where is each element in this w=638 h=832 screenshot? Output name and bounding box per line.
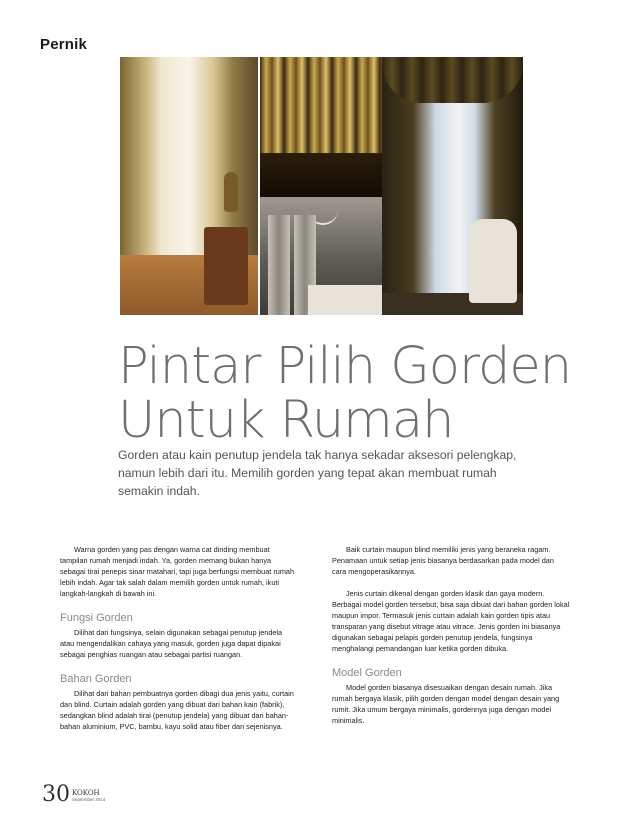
text-column-left: [60, 544, 298, 732]
issue-date: September 2014: [72, 797, 106, 802]
vase: [224, 172, 238, 212]
jenis-paragraph-2: Jenis curtain dikenal dengan gorden klasik dan gaya modern. Berbagai model gorden tersebut, bisa saja dibuat dari bahan gorden lokal maupun impor. Termasuk jenis curtain adalah kain gorden tipis atau transparan yang disebut vitrage atau vitrace. Jenis gorden ini biasanya digunakan sebagai pelapis gorden penutup jendela, fungsinya menghalangi pemandangan luar ketika gorden dibuka.: [332, 589, 570, 653]
photo-gold-swag-curtain: [260, 57, 382, 197]
photo-living-room-curtains: [382, 57, 523, 315]
text-column-right: [332, 544, 570, 726]
bahan-paragraph: Dilihat dari bahan pembuatnya gorden dibagi dua jenis yaitu, curtain dan blind. Curtain adalah gorden yang dibuat dari bahan kain (fabrik), sedangkan blind adalah tirai (penutup jendela) yang dibuat dari bahan-bahan aluminium, PVC, bambu, kayu solid atau fiber dan sejenisnya.: [60, 689, 294, 731]
page-number: 30: [42, 782, 70, 807]
curtain-photo-collage: [120, 57, 523, 315]
section-label: Pernik: [40, 36, 88, 53]
armchair: [469, 219, 517, 303]
bed: [308, 285, 382, 315]
magazine-name: KOKOH: [72, 789, 100, 797]
heading-bahan-gorden: Bahan Gorden: [60, 673, 132, 685]
heading-fungsi-gorden: Fungsi Gorden: [60, 612, 133, 624]
dining-chair: [204, 227, 248, 305]
photo-bedroom-curtains: [260, 197, 382, 315]
intro-paragraph: Warna gorden yang pas dengan warna cat dinding membuat tampilan rumah menjadi indah. Ya, gorden memang bukan hanya sebagai tirai penepis sinar matahari, tapi juga berfungsi membuat rumah lebih indah. Agar tak salah dalam memilih gorden untuk rumah, ikuti langkah-langkah di bawah ini.: [60, 545, 295, 598]
article-lead: Gorden atau kain penutup jendela tak hanya sekadar aksesori pelengkap, namun lebih dari itu. Memilih gorden yang tepat akan membuat rumah semakin indah.: [118, 448, 517, 498]
article-title: [118, 337, 572, 450]
title-line-1: Pintar Pilih Gorden: [118, 337, 572, 396]
curtain-valance: [260, 153, 382, 197]
fungsi-paragraph: Dilihat dari fungsinya, selain digunakan sebagai penutup jendela atau mengendalikan cahaya yang masuk, gorden juga dapat dipakai sebagai penghias ruangan atau sebagai partisi ruangan.: [60, 628, 283, 659]
title-line-2: Untuk Rumah: [118, 391, 454, 450]
jenis-paragraph-1: Baik curtain maupun blind memiliki jenis yang beraneka ragam. Penamaan untuk setiap jenis biasanya berdasarkan pada model dan cara mengoperasikannya.: [332, 545, 554, 576]
heading-model-gorden: Model Gorden: [332, 667, 402, 679]
grey-curtain-left: [268, 215, 290, 315]
dark-swag-curtain: [382, 57, 523, 103]
model-paragraph: Model gorden biasanya disesuaikan dengan desain rumah. Jika rumah bergaya klasik, pilih gorden dengan model dengan desain yang rumit. Jika umum bergaya minimalis, gordennya juga dengan model minimalis.: [332, 683, 560, 725]
photo-dining-room-curtains: [120, 57, 258, 315]
